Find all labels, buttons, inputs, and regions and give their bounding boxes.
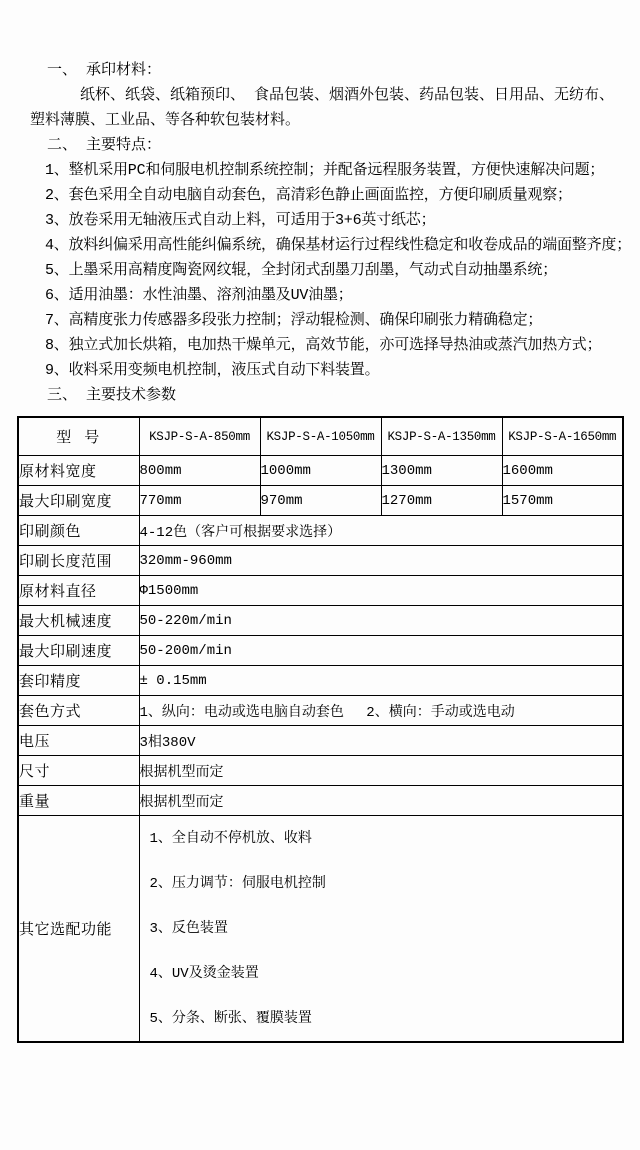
- table-row-material-width: [18, 456, 623, 486]
- model-name-cell: KSJP-S-A-1350mm: [381, 417, 502, 456]
- table-row-dimensions: [18, 756, 623, 786]
- table-row-weight: [18, 786, 623, 816]
- spec-value: Φ1500mm: [139, 576, 623, 606]
- feature-item-6: 6、适用油墨：水性油墨、溶剂油墨及UV油墨；: [45, 287, 353, 304]
- spec-label: 印刷颜色: [18, 516, 139, 546]
- table-row-print-length: [18, 546, 623, 576]
- feature-item-2: 2、套色采用全自动电脑自动套色，高清彩色静止画面监控，方便印刷质量观察；: [45, 187, 572, 204]
- spec-label: 套印精度: [18, 666, 139, 696]
- spec-label: 最大印刷速度: [18, 636, 139, 666]
- spec-value: 1000mm: [260, 456, 381, 486]
- feature-item-4: 4、放料纠偏采用高性能纠偏系统，确保基材运行过程线性稳定和收卷成品的端面整齐度；: [45, 237, 632, 254]
- spec-label: 其它选配功能: [18, 816, 139, 1043]
- section2-heading: 二、 主要特点：: [47, 137, 162, 154]
- model-name-cell: KSJP-S-A-850mm: [139, 417, 260, 456]
- spec-value: 3相380V: [139, 726, 623, 756]
- document-text: [0, 58, 640, 408]
- spec-value: 1300mm: [381, 456, 502, 486]
- section1-heading: 一、 承印材料：: [47, 62, 162, 79]
- model-name-cell: KSJP-S-A-1050mm: [260, 417, 381, 456]
- spec-value: ± 0.15mm: [139, 666, 623, 696]
- spec-label: 最大印刷宽度: [18, 486, 139, 516]
- spec-label: 最大机械速度: [18, 606, 139, 636]
- spec-value: 50-200m/min: [139, 636, 623, 666]
- spec-value: 50-220m/min: [139, 606, 623, 636]
- feature-item-8: 8、独立式加长烘箱，电加热干燥单元，高效节能，亦可选择导热油或蒸汽加热方式；: [45, 337, 602, 354]
- spec-label: 重量: [18, 786, 139, 816]
- table-row-max-mech-speed: [18, 606, 623, 636]
- spec-value: 800mm: [139, 456, 260, 486]
- spec-value: 1570mm: [502, 486, 623, 516]
- spec-label: 尺寸: [18, 756, 139, 786]
- spec-value: 根据机型而定: [139, 786, 623, 816]
- table-row-max-print-speed: [18, 636, 623, 666]
- table-row-material-diameter: [18, 576, 623, 606]
- spec-value: 1、纵向：电动或选电脑自动套色 2、横向：手动或选电动: [139, 696, 623, 726]
- spec-options-list: [139, 816, 623, 1043]
- option-item-4: 4、UV及烫金装置: [149, 965, 259, 982]
- table-row-register-accuracy: [18, 666, 623, 696]
- spec-value: 1600mm: [502, 456, 623, 486]
- table-row-max-print-width: [18, 486, 623, 516]
- spec-value: 4-12色（客户可根据要求选择）: [139, 516, 623, 546]
- spec-label: 原材料直径: [18, 576, 139, 606]
- spec-value: 320mm-960mm: [139, 546, 623, 576]
- section3-heading: 三、 主要技术参数: [47, 387, 177, 404]
- spec-label: 原材料宽度: [18, 456, 139, 486]
- option-item-1: 1、全自动不停机放、收料: [149, 830, 312, 847]
- model-header-label: 型 号: [18, 417, 139, 456]
- spec-table: [17, 416, 624, 1043]
- option-item-3: 3、反色装置: [149, 920, 228, 937]
- table-row-voltage: [18, 726, 623, 756]
- spec-label: 印刷长度范围: [18, 546, 139, 576]
- table-row-optional-functions: [18, 816, 623, 1043]
- spec-label: 电压: [18, 726, 139, 756]
- model-name-cell: KSJP-S-A-1650mm: [502, 417, 623, 456]
- spec-value: 根据机型而定: [139, 756, 623, 786]
- feature-item-3: 3、放卷采用无轴液压式自动上料，可适用于3+6英寸纸芯；: [45, 212, 436, 229]
- section1-paragraph: 纸杯、纸袋、纸箱预印、 食品包装、烟酒外包装、药品包装、日用品、无纺布、塑料薄膜、工业品、等各种软包装材料。: [30, 87, 615, 129]
- feature-item-9: 9、收料采用变频电机控制，液压式自动下料装置。: [45, 362, 380, 379]
- option-item-2: 2、压力调节：伺服电机控制: [149, 875, 326, 892]
- table-row-print-colors: [18, 516, 623, 546]
- spec-value: 770mm: [139, 486, 260, 516]
- feature-item-5: 5、上墨采用高精度陶瓷网纹辊，全封闭式刮墨刀刮墨，气动式自动抽墨系统；: [45, 262, 558, 279]
- table-header-row: [18, 417, 623, 456]
- table-row-register-mode: [18, 696, 623, 726]
- option-item-5: 5、分条、断张、覆膜装置: [149, 1010, 312, 1027]
- spec-value: 1270mm: [381, 486, 502, 516]
- spec-label: 套色方式: [18, 696, 139, 726]
- feature-item-1: 1、整机采用PC和伺服电机控制系统控制；并配备远程服务装置，方便快速解决问题；: [45, 162, 605, 179]
- spec-value: 970mm: [260, 486, 381, 516]
- feature-item-7: 7、高精度张力传感器多段张力控制；浮动辊检测、确保印刷张力精确稳定；: [45, 312, 543, 329]
